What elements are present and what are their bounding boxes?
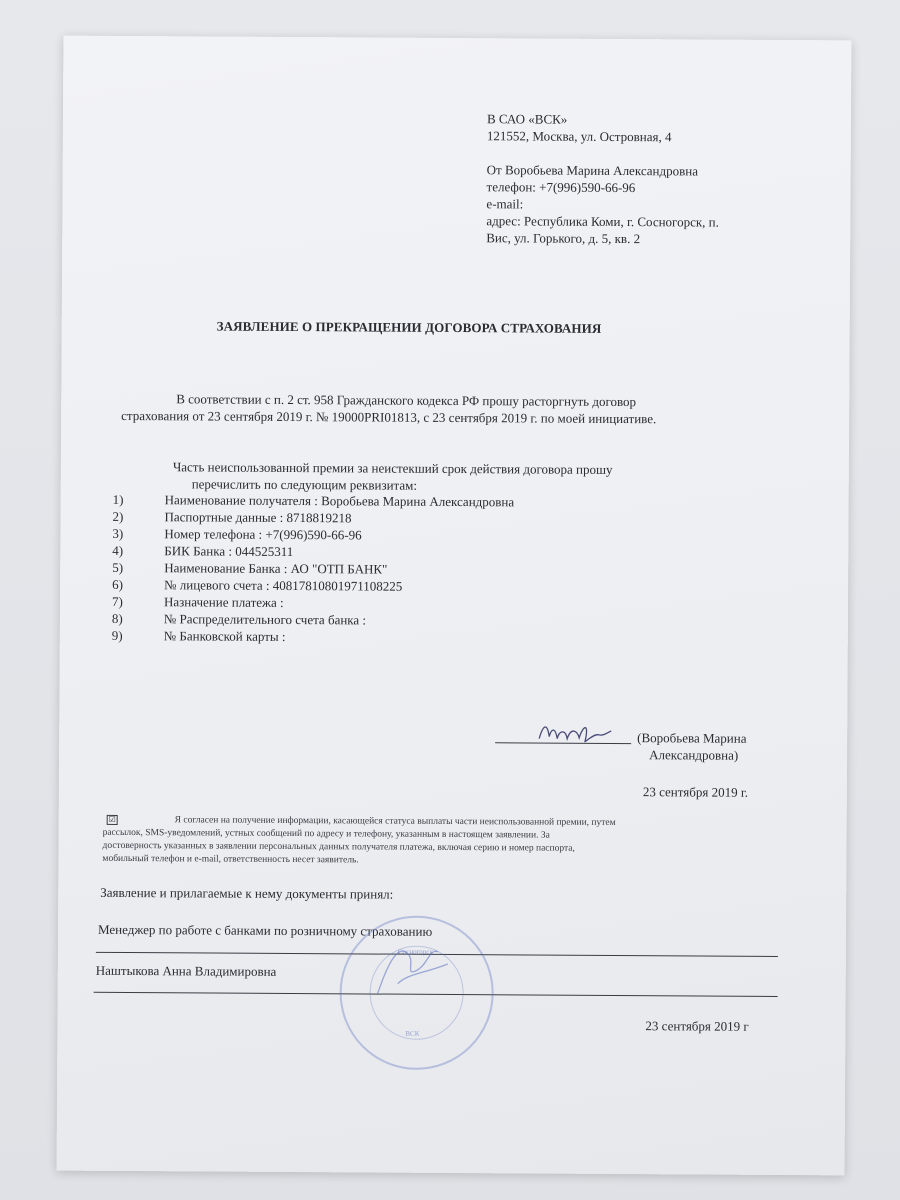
signature-name-2: Александровна) <box>649 747 739 763</box>
stamp-text-bottom: ВСК <box>405 1029 420 1038</box>
consent-line-3: достоверность указанных в заявлении персональных данных получателя платежа, включая серию и номер паспорта, <box>102 840 575 854</box>
sender-address-2: Вис, ул. Горького, д. 5, кв. 2 <box>486 230 641 247</box>
sender-email: e-mail: <box>486 196 524 212</box>
sender-phone: телефон: +7(996)590-66-96 <box>486 179 636 196</box>
signature-mark <box>535 718 615 746</box>
signature-name-1: (Воробьева Марина <box>637 730 747 746</box>
consent-line-2: рассылок, SMS-уведомлений, устных сообщений по адресу и телефону, указанным в настоящем заявлении. За <box>102 827 550 841</box>
manager-position: Менеджер по работе с банками по розничному страхованию <box>97 921 433 939</box>
recipient-block <box>486 110 719 247</box>
request-line-2: страхования от 23 сентября 2019 г. № 19000PRI01813, с 23 сентября 2019 г. по моей инициативе. <box>121 407 657 427</box>
sender-name: От Воробьева Марина Александровна <box>486 162 699 179</box>
manager-signature-mark <box>368 933 458 1004</box>
document-page <box>57 36 852 1176</box>
recipient-name: В САО «ВСК» <box>486 111 568 127</box>
premium-line-1: Часть неиспользованной премии за неистекший срок действия договора прошу <box>172 459 613 477</box>
manager-name: Наштыкова Анна Владимировна <box>95 962 277 979</box>
acceptance-received: Заявление и прилагаемые к нему документы принял: <box>100 884 394 902</box>
consent-checkbox-icon: ☑ <box>108 814 116 824</box>
recipient-address: 121552, Москва, ул. Островная, 4 <box>486 128 672 145</box>
premium-line-2: перечислить по следующим реквизитам: <box>191 476 418 493</box>
sender-address-1: адрес: Республика Коми, г. Сосногорск, п. <box>486 213 719 230</box>
document-title: ЗАЯВЛЕНИЕ О ПРЕКРАЩЕНИИ ДОГОВОРА СТРАХОВАНИЯ <box>216 318 602 336</box>
consent-line-1: Я согласен на получение информации, касающейся статуса выплаты части неиспользованной премии, путем <box>174 815 616 828</box>
stamp-text-top: Сосногорск <box>397 947 433 956</box>
request-line-1: В соответствии с п. 2 ст. 958 Гражданского кодекса РФ прошу расторгнуть договор <box>176 391 637 410</box>
bank-details-list: 1) Наименование получателя : Воробьева Марина Александровна 2) Паспортные данные : 8718819218 3) Номер телефона : +7(996)590-66-96 4) БИК Банка : 044525311 5) Наименование Банка : АО "ОТП БАНК" 6) № лицевого счета : 40817810801971108225 7) Назначение платежа : 8) № Распределительного счета банка : 9) № Банковской карты : <box>111 491 515 644</box>
signature-date: 23 сентября 2019 г. <box>642 784 749 800</box>
consent-line-4: мобильный телефон и e-mail, ответственность несет заявитель. <box>102 853 359 866</box>
acceptance-date: 23 сентября 2019 г <box>645 1018 749 1034</box>
